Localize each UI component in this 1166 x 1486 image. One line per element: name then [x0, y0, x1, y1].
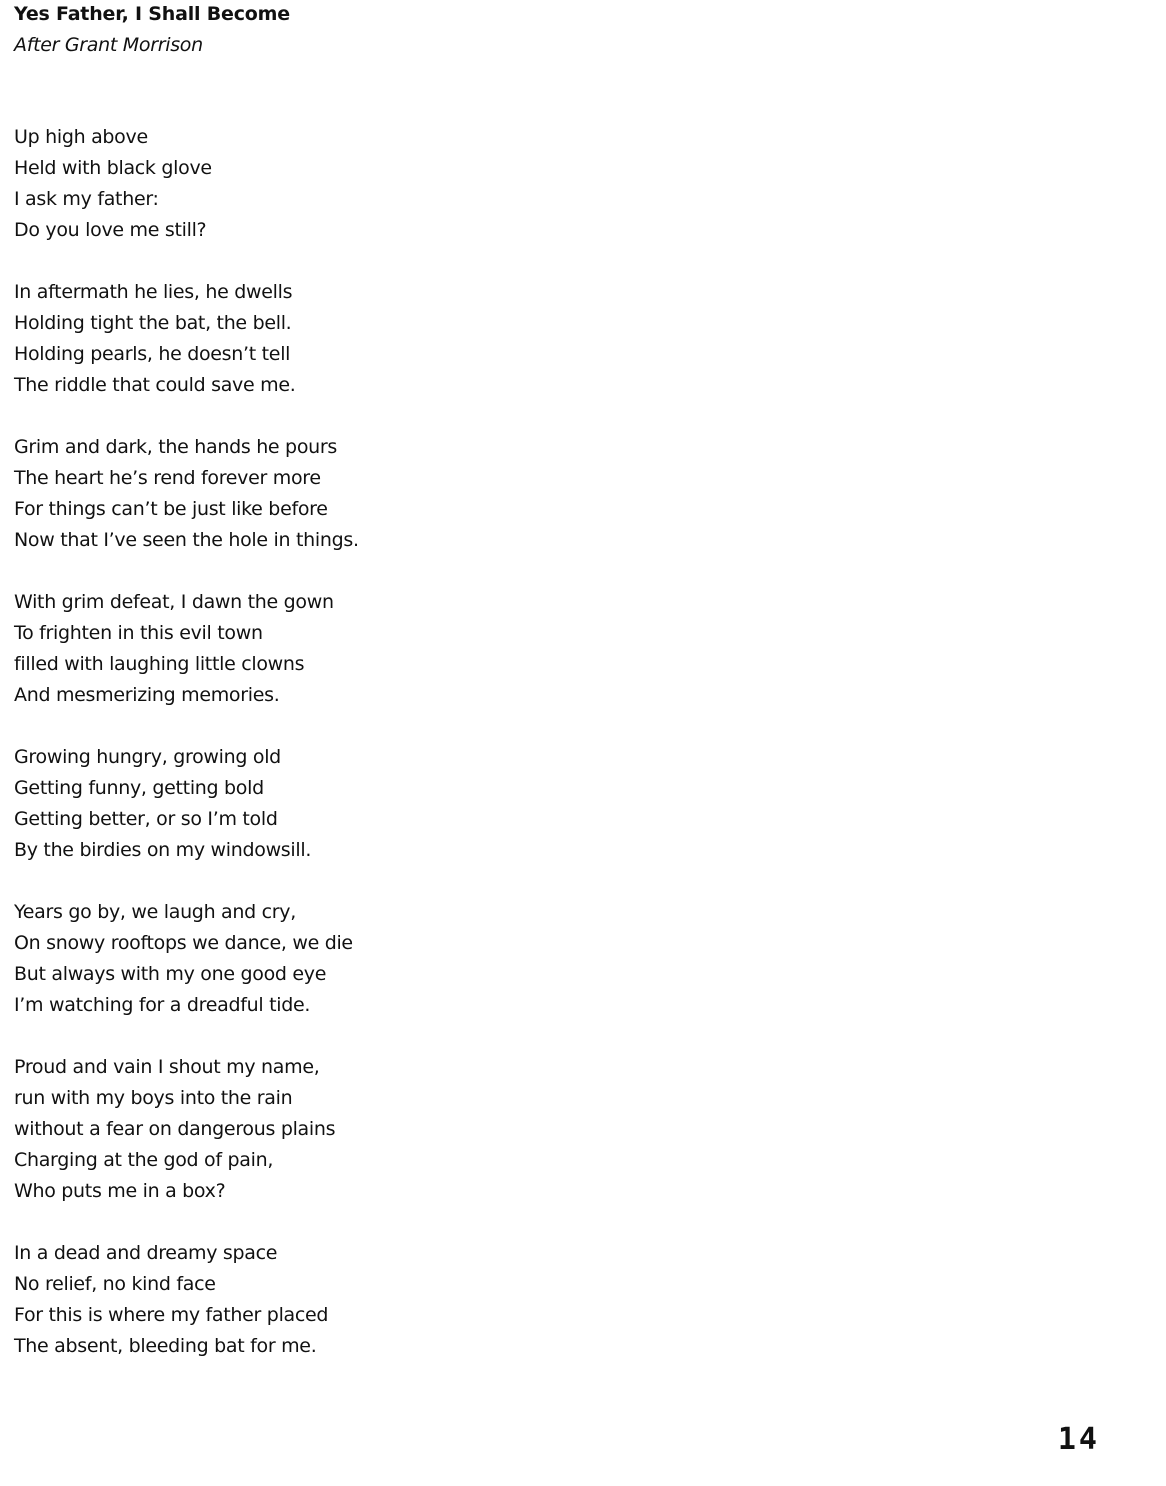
- verse-line: Held with black glove: [14, 157, 212, 179]
- verse-line: But always with my one good eye: [14, 963, 327, 985]
- poem-subtitle: After Grant Morrison: [14, 34, 203, 56]
- verse-line: For things can’t be just like before: [14, 498, 328, 520]
- stanza-1: [14, 122, 212, 246]
- verse-line: Grim and dark, the hands he pours: [14, 436, 337, 458]
- verse-line: For this is where my father placed: [14, 1304, 329, 1326]
- verse-line: In a dead and dreamy space: [14, 1242, 278, 1264]
- verse-line: The heart he’s rend forever more: [14, 467, 321, 489]
- verse-line: run with my boys into the rain: [14, 1087, 293, 1109]
- verse-line: Holding pearls, he doesn’t tell: [14, 343, 291, 365]
- verse-line: Getting funny, getting bold: [14, 777, 264, 799]
- stanza-2: [14, 277, 295, 401]
- verse-line: Do you love me still?: [14, 219, 207, 241]
- stanza-7: [14, 1052, 335, 1207]
- verse-line: The riddle that could save me.: [14, 374, 296, 396]
- verse-line: By the birdies on my windowsill.: [14, 839, 312, 861]
- verse-line: Up high above: [14, 126, 148, 148]
- verse-line: And mesmerizing memories.: [14, 684, 280, 706]
- page-number: 14: [1057, 1422, 1100, 1457]
- verse-line: Who puts me in a box?: [14, 1180, 226, 1202]
- verse-line: On snowy rooftops we dance, we die: [14, 932, 353, 954]
- verse-line: Proud and vain I shout my name,: [14, 1056, 320, 1078]
- verse-line: Charging at the god of pain,: [14, 1149, 274, 1171]
- poem-title: Yes Father, I Shall Become: [14, 3, 290, 25]
- verse-line: To frighten in this evil town: [14, 622, 263, 644]
- verse-line: With grim defeat, I dawn the gown: [14, 591, 334, 613]
- verse-line: Growing hungry, growing old: [14, 746, 281, 768]
- stanza-6: [14, 897, 353, 1021]
- stanza-8: [14, 1238, 328, 1362]
- verse-line: In aftermath he lies, he dwells: [14, 281, 293, 303]
- stanza-5: [14, 742, 311, 866]
- verse-line: filled with laughing little clowns: [14, 653, 305, 675]
- verse-line: Getting better, or so I’m told: [14, 808, 278, 830]
- verse-line: Now that I’ve seen the hole in things.: [14, 529, 359, 551]
- verse-line: Holding tight the bat, the bell.: [14, 312, 292, 334]
- stanza-4: [14, 587, 334, 711]
- stanza-3: [14, 432, 359, 556]
- verse-line: No relief, no kind face: [14, 1273, 216, 1295]
- verse-line: The absent, bleeding bat for me.: [14, 1335, 317, 1357]
- verse-line: without a fear on dangerous plains: [14, 1118, 336, 1140]
- verse-line: Years go by, we laugh and cry,: [14, 901, 296, 923]
- verse-line: I ask my father:: [14, 188, 159, 210]
- verse-line: I’m watching for a dreadful tide.: [14, 994, 311, 1016]
